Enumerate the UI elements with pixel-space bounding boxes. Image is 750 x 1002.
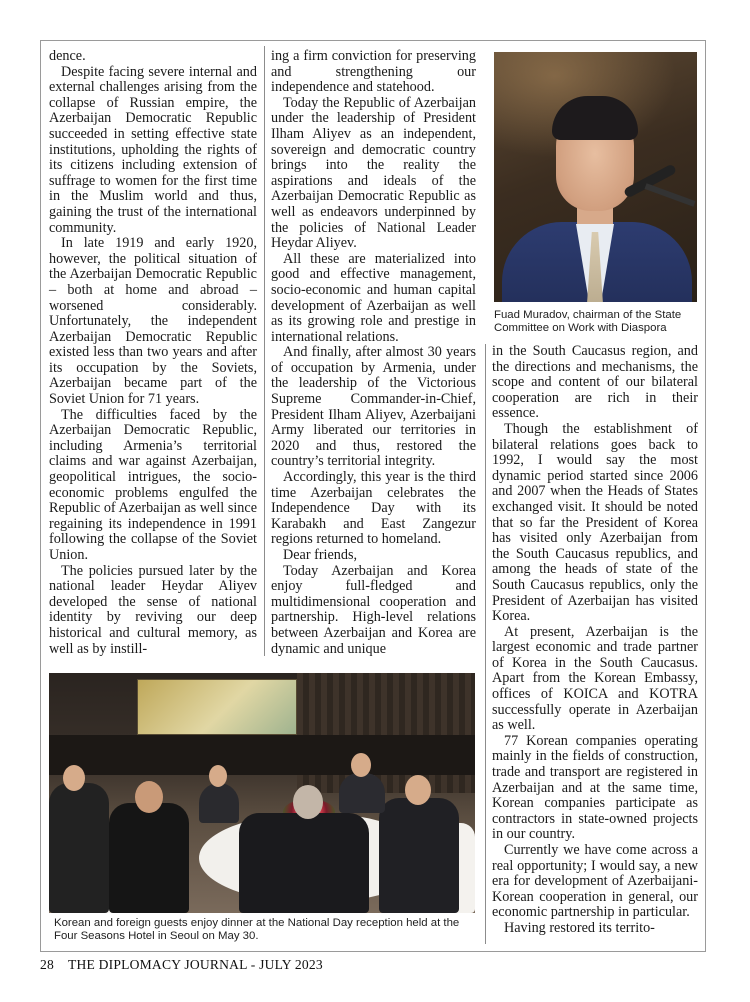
paragraph: In late 1919 and early 1920, however, the political situation of the Azerbaijan Democratic Republic – both at home and abroad – worsened considerably. Unfortunately, the independent Azerbaijan Democratic Republic existed less than two years and after its occupation by the Soviets, Azerbaijan became part of the Soviet Union for 71 years.: [49, 235, 257, 408]
paragraph: Though the establishment of bilateral relations goes back to 1992, I would say the most dynamic period started since 2006 and 2007 when the Heads of States exchanged visit. It should be noted that so far the President of Korea has visited only Azerbaijan from the South Caucasus republics, and among the heads of state of the South Caucasus republics, only the President of Azerbaijan has visited Korea.: [492, 420, 698, 625]
dinner-photo: [49, 673, 475, 913]
paragraph: Dear friends,: [283, 547, 358, 563]
paragraph: dence.: [49, 48, 86, 64]
paragraph: The policies pursued later by the national leader Heydar Aliyev developed the sense of national identity by reviving our deep historical and cultural memory, as well as by instill-: [49, 562, 257, 657]
page-number: 28: [40, 957, 54, 972]
article-column-2: [271, 49, 476, 657]
article-column-1: [49, 49, 257, 657]
dinner-photo-caption: Korean and foreign guests enjoy dinner at the National Day reception held at the Four Seasons Hotel in Seoul on May 30.: [54, 917, 460, 943]
paragraph: 77 Korean companies operating mainly in the fields of construction, trade and transport are registered in Azerbaijan and at the same time, Korean companies participate as contractors in state-owned projects in our country.: [492, 732, 698, 843]
publication-name: THE DIPLOMACY JOURNAL - JULY 2023: [68, 957, 323, 972]
page-footer: [40, 957, 323, 973]
speaker-photo-caption: Fuad Muradov, chairman of the State Committee on Work with Diaspora: [494, 309, 682, 335]
speaker-photo: [494, 52, 697, 302]
paragraph: At present, Azerbaijan is the largest economic and trade partner of Korea in the South Caucasus. Apart from the Korean Embassy, offices of KOICA and KOTRA successfully operate in Azerbaijan as well.: [492, 623, 698, 734]
paragraph: ing a firm conviction for preserving and strengthening our independence and statehood.: [271, 48, 476, 96]
paragraph: Currently we have come across a real opportunity; I would say, a new era for development of Azerbaijani-Korean cooperation in general, our economic partnership in particular.: [492, 842, 698, 921]
paragraph: in the South Caucasus region, and the directions and mechanisms, the scope and content of our bilateral cooperation are rich in their essence.: [492, 343, 698, 422]
article-column-3: [492, 344, 698, 937]
column-divider-2: [485, 344, 486, 944]
column-divider-1: [264, 46, 265, 656]
paragraph: Having restored its territo-: [504, 919, 655, 936]
paragraph: Accordingly, this year is the third time Azerbaijan celebrates the Independence Day with its Karabakh and East Zangezur regions returned to homeland.: [271, 469, 476, 548]
paragraph: Today the Republic of Azerbaijan under the leadership of President Ilham Aliyev as an independent, sovereign and democratic country brings into the reality the aspirations and ideals of the Azerbaijan Democratic Republic as well as endeavors underpinned by the policies of National Leader Heydar Aliyev.: [271, 94, 476, 252]
paragraph: The difficulties faced by the Azerbaijan Democratic Republic, including Armenia’s territorial claims and war against Azerbaijan, geopolitical intrigues, the socio-economic problems engulfed the Republic of Azerbaijan as well since regaining its independence in 1991 following the collapse of the Soviet Union.: [49, 406, 257, 563]
paragraph: Despite facing severe internal and external challenges arising from the collapse of Russian empire, the Azerbaijan Democratic Republic succeeded in setting effective state institutions, upholding the rights of its citizens including extension of suffrage to women for the first time in the Muslim world and thus, gaining the trust of the international community.: [49, 63, 257, 236]
paragraph: Today Azerbaijan and Korea enjoy full-fledged and multidimensional cooperation and partnership. High-level relations between Azerbaijan and Korea are dynamic and unique: [271, 562, 476, 657]
paragraph: And finally, after almost 30 years of occupation by Armenia, under the leadership of the Victorious Supreme Commander-in-Chief, President Ilham Aliyev, Azerbaijani Army liberated our territories in 2020 and thus, restored the country’s territorial integrity.: [271, 344, 476, 470]
paragraph: All these are materialized into good and effective management, socio-economic and human capital development of Azerbaijan as well as its growing role and prestige in international relations.: [271, 250, 476, 345]
